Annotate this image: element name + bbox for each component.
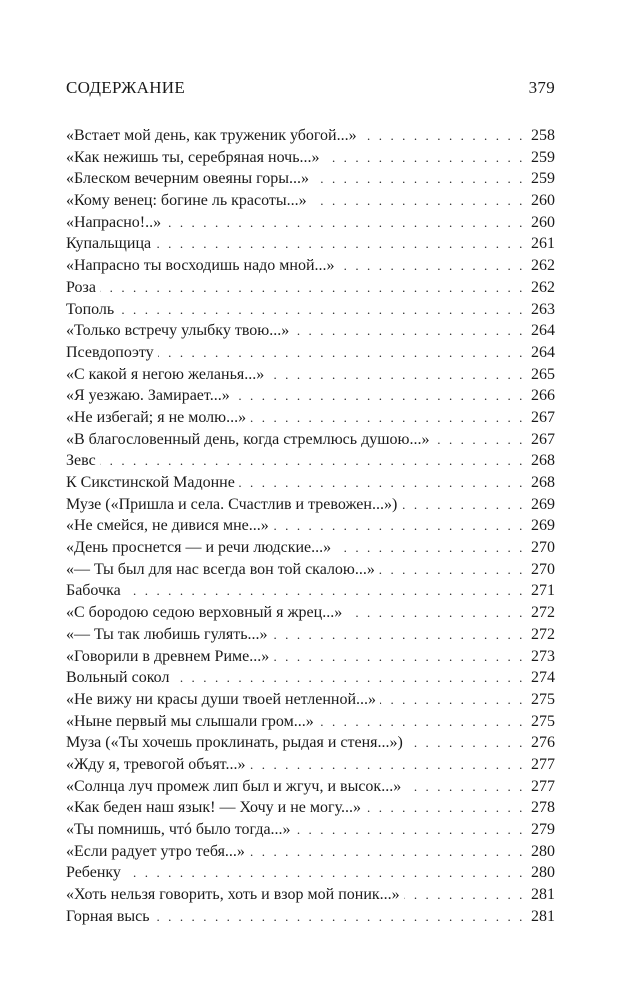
dot-leader [125,862,525,884]
toc-entry-title: «Только встречу улыбку твою...» [66,322,290,340]
toc-entry-page: 261 [531,235,555,253]
dot-leader [155,233,525,255]
dot-leader [250,407,525,429]
toc-entry-page: 277 [531,755,555,773]
toc-entry [66,429,555,451]
toc-entry-title: «Не избегай; я не молю...» [66,408,247,426]
toc-entry-title: Горная высь [66,907,150,925]
dot-leader [249,754,525,776]
toc-entry-page: 280 [531,864,555,882]
toc-entry [66,385,555,407]
toc-entry-page: 270 [531,539,555,557]
dot-leader [404,884,525,906]
toc-entry-title: «Встает мой день, как труженик убогой...» [66,127,357,144]
toc-entry-title: «Кому венец: богине ль красоты...» [66,192,307,210]
toc-entry-page: 262 [531,278,555,296]
dot-leader [249,841,525,863]
toc-entry [66,364,555,386]
toc-entry-title: «С какой я негою желанья...» [66,365,265,383]
toc-entry [66,841,555,863]
toc-entry-title: «Напрасно ты восходишь надо мной...» [66,257,335,275]
toc-entry-page: 271 [531,582,555,600]
toc-entry [66,797,555,819]
dot-leader [100,450,525,472]
dot-leader [361,125,525,147]
toc-entry-page: 281 [531,886,555,904]
dot-leader [318,711,525,733]
toc-entry-page: 267 [531,408,555,426]
toc-entry-title: «Говорили в древнем Риме...» [66,647,270,665]
toc-entry-title: «Жду я, тревогой объят...» [66,755,246,773]
toc-entry-title: «День проснется — и речи людские...» [66,539,332,557]
dot-leader [365,797,525,819]
toc-entry-page: 272 [531,625,555,643]
toc-entry-title: «Ты помнишь, чтó было тогда...» [66,821,291,838]
toc-entry-page: 265 [531,365,555,383]
dot-leader [273,646,525,668]
dot-leader [407,732,525,754]
toc-entry [66,190,555,212]
toc-entry [66,754,555,776]
toc-entry-page: 274 [531,669,555,687]
toc-entry [66,255,555,277]
toc-entry-page: 260 [531,213,555,231]
dot-leader [380,689,525,711]
toc-entry-title: Бабочка [66,582,121,600]
toc-entry [66,819,555,841]
toc-entry [66,277,555,299]
toc-entry-title: Псевдопоэту [66,343,154,361]
toc-entry [66,624,555,646]
dot-leader [165,212,525,234]
toc-entry-page: 260 [531,192,555,210]
dot-leader [405,776,525,798]
toc-entry [66,125,555,147]
dot-leader [295,819,525,841]
toc-entry [66,407,555,429]
toc-entry-page: 281 [531,907,555,925]
toc-entry [66,667,555,689]
toc-entry-page: 264 [531,343,555,361]
dot-leader [293,320,525,342]
toc-entry [66,884,555,906]
toc-entry-title: К Сикстинской Мадонне [66,474,235,491]
toc-entry-page: 268 [531,474,555,491]
toc-entry-title: «Я уезжаю. Замирает...» [66,387,230,405]
toc-entry-title: Тополь [66,300,115,318]
dot-leader [339,255,525,277]
toc-entry-title: Зевс [66,452,96,470]
toc-entry-title: «Солнца луч промеж лип был и жгуч, и высок...» [66,777,402,795]
toc-entry-page: 280 [531,842,555,860]
toc-entry-title: Музе («Пришла и села. Счастлив и тревожен...») [66,495,398,513]
toc-entry [66,906,555,928]
toc-entry [66,646,555,668]
toc-entry-page: 278 [531,799,555,817]
toc-entry [66,580,555,602]
toc-entry-page: 269 [531,517,555,535]
toc-entry [66,212,555,234]
toc-entry-page: 258 [531,127,555,144]
dot-leader [346,602,525,624]
toc-entry-title: «Напрасно!..» [66,213,162,231]
toc-entry-title: «Ныне первый мы слышали гром...» [66,712,314,730]
toc-entry-page: 263 [531,300,555,318]
dot-leader [401,494,525,516]
toc-entry [66,776,555,798]
toc-entry-title: Роза [66,278,96,296]
toc-entry-title: Ребенку [66,864,121,882]
toc-entry-title: «В благословенный день, когда стремлюсь душою...» [66,430,430,448]
dot-leader [324,147,526,169]
toc-entry-title: Муза («Ты хочешь проклинать, рыдая и стеня...») [66,734,403,752]
toc-entry-page: 272 [531,604,555,622]
toc-entry-title: «Как беден наш язык! — Хочу и не могу...» [66,799,361,817]
page-number: 379 [528,78,555,97]
toc-entry-page: 269 [531,495,555,513]
dot-leader [311,190,525,212]
toc-entry-title: «Не вижу ни красы души твоей нетленной...» [66,690,377,708]
toc-entry-title: «Если радует утро тебя...» [66,842,245,860]
toc-entry-page: 275 [531,690,555,708]
toc-entry-page: 270 [531,560,555,578]
toc-entry-page: 259 [531,170,555,188]
toc-entry [66,472,555,494]
dot-leader [273,515,525,537]
toc-entry-page: 279 [531,821,555,838]
toc-entry [66,559,555,581]
toc-entry-page: 268 [531,452,555,470]
toc-entry-title: «Блеском вечерним овеяны горы...» [66,170,310,188]
toc-entry-title: «— Ты так любишь гулять...» [66,625,268,643]
toc-entry [66,320,555,342]
toc-entry-page: 266 [531,387,555,405]
toc-entry-page: 277 [531,777,555,795]
dot-leader [118,299,525,321]
dot-leader [158,342,525,364]
toc-entry-title: Вольный сокол [66,669,170,687]
table-of-contents [66,125,555,927]
toc-entry [66,450,555,472]
toc-entry [66,342,555,364]
dot-leader [239,472,525,494]
toc-entry-title: «Хоть нельзя говорить, хоть и взор мой поник...» [66,886,400,904]
toc-entry-page: 267 [531,430,555,448]
toc-entry [66,711,555,733]
toc-entry [66,602,555,624]
dot-leader [268,364,525,386]
toc-entry-title: «Как нежишь ты, серебряная ночь...» [66,148,320,166]
dot-leader [100,277,525,299]
section-title: СОДЕРЖАНИЕ [66,78,186,97]
toc-entry-title: «С бородою седою верховный я жрец...» [66,604,343,622]
toc-entry-page: 276 [531,734,555,752]
dot-leader [313,168,525,190]
toc-entry-title: «Не смейся, не дивися мне...» [66,517,269,535]
dot-leader [125,580,525,602]
dot-leader [272,624,525,646]
toc-entry [66,537,555,559]
toc-entry [66,515,555,537]
toc-entry [66,494,555,516]
dot-leader [379,559,525,581]
toc-entry-title: Купальщица [66,235,152,253]
toc-entry [66,862,555,884]
toc-entry-page: 259 [531,148,555,166]
running-header [66,78,555,102]
dot-leader [433,429,525,451]
toc-entry [66,147,555,169]
toc-entry [66,689,555,711]
dot-leader [154,906,525,928]
toc-entry-page: 275 [531,712,555,730]
toc-entry [66,233,555,255]
toc-entry-page: 264 [531,322,555,340]
dot-leader [173,667,525,689]
toc-entry-page: 262 [531,257,555,275]
toc-entry [66,732,555,754]
toc-entry-title: «— Ты был для нас всегда вон той скалою...» [66,560,375,578]
toc-entry [66,168,555,190]
toc-entry [66,299,555,321]
dot-leader [234,385,525,407]
dot-leader [335,537,525,559]
toc-entry-page: 273 [531,647,555,665]
